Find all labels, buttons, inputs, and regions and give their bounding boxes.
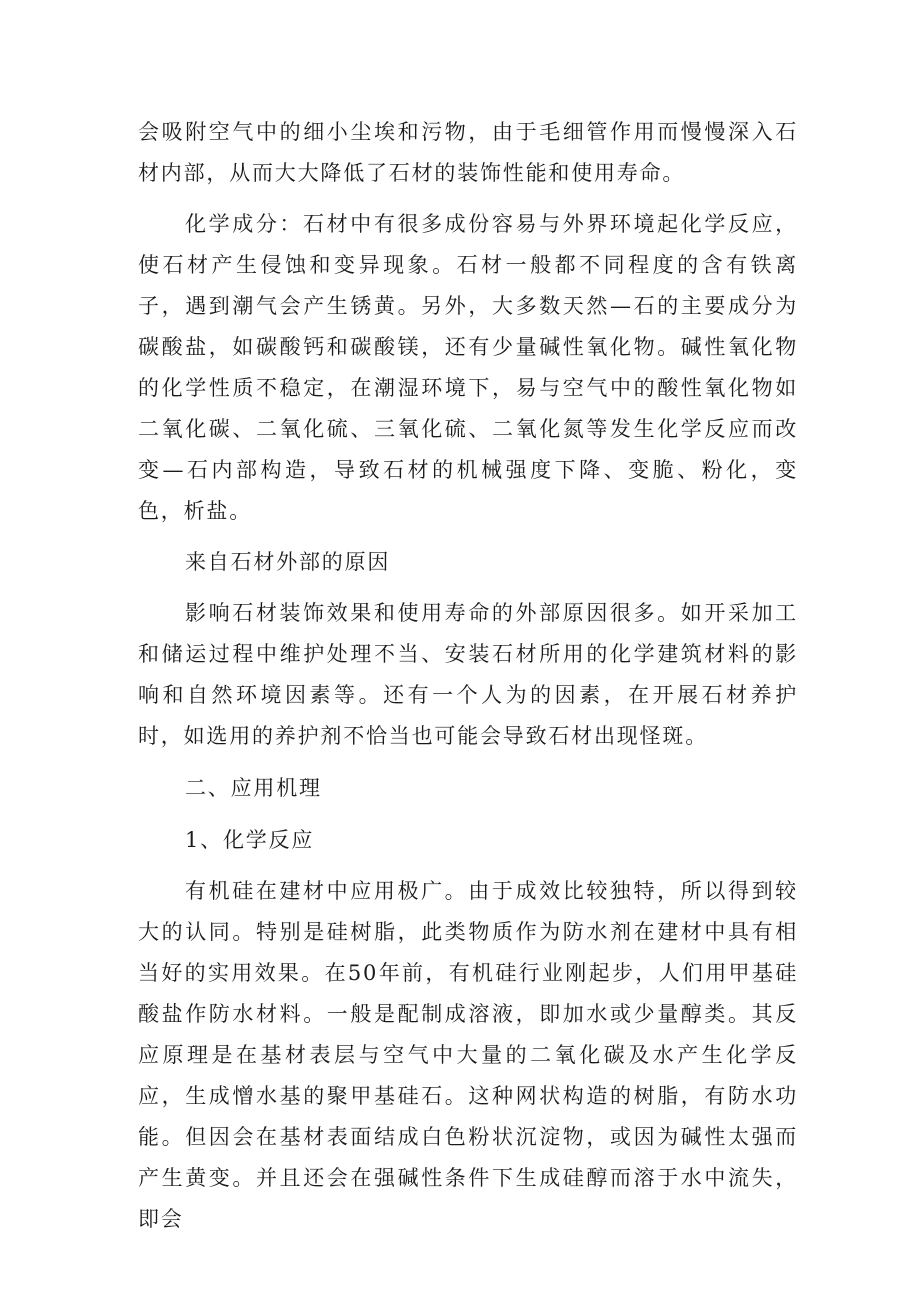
heading-external-causes: 来自石材外部的原因 bbox=[185, 550, 391, 574]
paragraph-external-causes: 影响石材装饰效果和使用寿命的外部原因很多。如开采加工和储运过程中维护处理不当、安装石材所用的化学建筑材料的影响和自然环境因素等。还有一个人为的因素，在开展石材养护时，如选用的养护剂不恰当也可能会导致石材出现怪斑。 bbox=[138, 601, 798, 748]
paragraph-chemical-composition: 化学成分：石材中有很多成份容易与外界环境起化学反应，使石材产生侵蚀和变异现象。石材一般都不同程度的含有铁离子，遇到潮气会产生锈黄。另外，大多数天然—石的主要成分为碳酸盐，如碳酸钙和碳酸镁，还有少量碱性氧化物。碱性氧化物的化学性质不稳定，在潮湿环境下，易与空气中的酸性氧化物如二氧化碳、二氧化硫、三氧化硫、二氧化氮等发生化学反应而改变—石内部构造，导致石材的机械强度下降、变脆、粉化，变色，析盐。 bbox=[138, 212, 798, 523]
heading-chemical-reaction: 1、化学反应 bbox=[185, 828, 315, 852]
paragraph-organosilicon: 有机硅在建材中应用极广。由于成效比较独特，所以得到较大的认同。特别是硅树脂，此类物质作为防水剂在建材中具有相当好的实用效果。在50年前，有机硅行业刚起步，人们用甲基硅酸盐作防水材料。一般是配制成溶液，即加水或少量醇类。其反应原理是在基材表层与空气中大量的二氧化碳及水产生化学反应，生成憎水基的聚甲基硅石。这种网状构造的树脂，有防水功能。但因会在基材表面结成白色粉状沉淀物，或因为碱性太强而产生黄变。并且还会在强碱性条件下生成硅醇而溶于水中流失，即会 bbox=[138, 879, 798, 1231]
paragraph-capillary-effect: 会吸附空气中的细小尘埃和污物，由于毛细管作用而慢慢深入石材内部，从而大大降低了石材的装饰性能和使用寿命。 bbox=[138, 120, 798, 185]
heading-application-mechanism: 二、应用机理 bbox=[185, 776, 322, 800]
document-body bbox=[138, 112, 798, 1240]
